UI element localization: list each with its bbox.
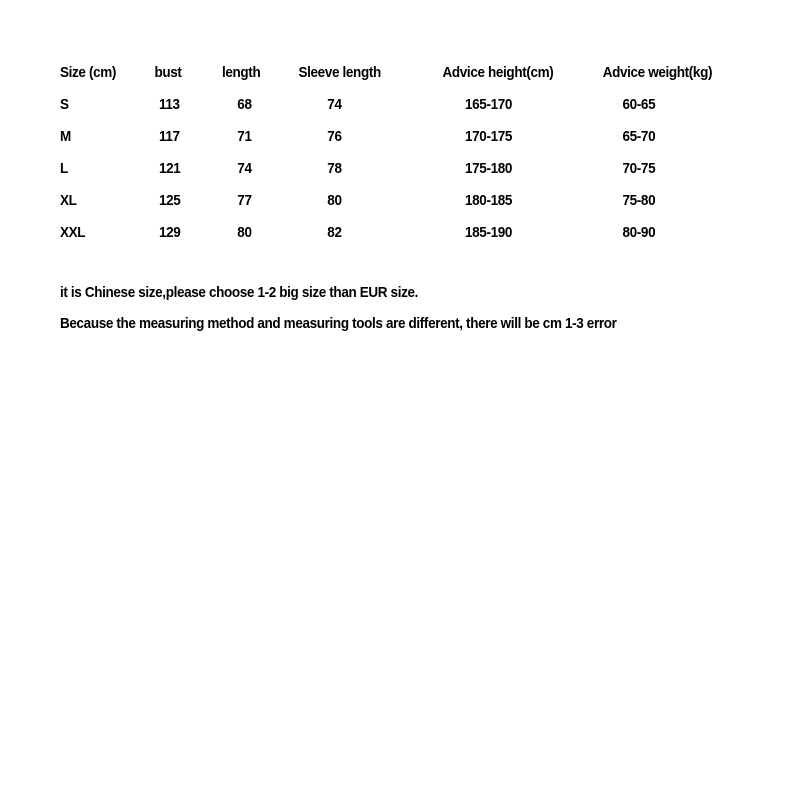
- size-cell: S: [60, 96, 69, 113]
- size-cell: XL: [60, 192, 77, 209]
- advice-height-cell: 170-175: [465, 128, 513, 145]
- bust-cell: 121: [159, 160, 181, 177]
- sleeve-length-cell: 74: [327, 96, 342, 113]
- bust-cell: 117: [159, 128, 180, 145]
- header-length: length: [222, 64, 261, 81]
- advice-height-cell: 185-190: [465, 224, 513, 241]
- advice-height-cell: 175-180: [465, 160, 513, 177]
- sleeve-length-cell: 76: [327, 128, 342, 145]
- header-size: Size (cm): [60, 64, 117, 81]
- header-bust: bust: [154, 64, 182, 81]
- advice-weight-cell: 65-70: [622, 128, 656, 145]
- sleeve-length-cell: 78: [327, 160, 342, 177]
- sleeve-length-cell: 82: [327, 224, 342, 241]
- bust-cell: 129: [159, 224, 181, 241]
- advice-weight-cell: 80-90: [622, 224, 656, 241]
- size-cell: M: [60, 128, 71, 145]
- bust-cell: 113: [159, 96, 180, 113]
- length-cell: 80: [237, 224, 252, 241]
- advice-weight-cell: 60-65: [622, 96, 656, 113]
- measurement-error-note: Because the measuring method and measuring tools are different, there will be cm 1-3 error: [60, 315, 617, 332]
- advice-weight-cell: 70-75: [622, 160, 656, 177]
- advice-height-cell: 180-185: [465, 192, 513, 209]
- header-advice-weight: Advice weight(kg): [602, 64, 713, 81]
- size-cell: XXL: [60, 224, 86, 241]
- advice-weight-cell: 75-80: [622, 192, 656, 209]
- length-cell: 68: [237, 96, 252, 113]
- header-sleeve-length: Sleeve length: [298, 64, 381, 81]
- advice-height-cell: 165-170: [465, 96, 513, 113]
- header-advice-height: Advice height(cm): [442, 64, 554, 81]
- size-notes: [60, 283, 617, 345]
- length-cell: 71: [237, 128, 252, 145]
- length-cell: 77: [237, 192, 252, 209]
- length-cell: 74: [237, 160, 252, 177]
- bust-cell: 125: [159, 192, 181, 209]
- chinese-size-note: it is Chinese size,please choose 1-2 big size than EUR size.: [60, 284, 419, 301]
- size-cell: L: [60, 160, 68, 177]
- sleeve-length-cell: 80: [327, 192, 342, 209]
